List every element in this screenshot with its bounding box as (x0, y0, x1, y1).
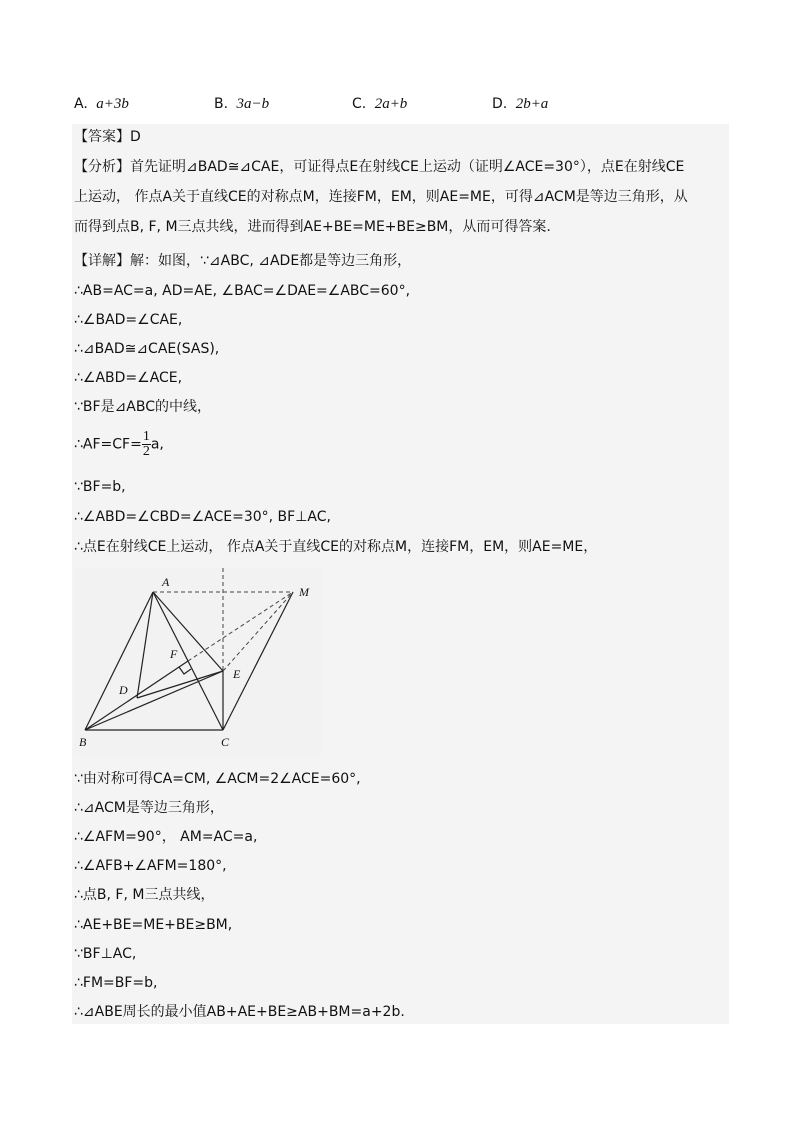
analysis-line-3: 而得到点B, F, M三点共线，进而得到AE+BE=ME+BE≥BM，从而可得答案. (74, 219, 551, 235)
segment-em (223, 592, 293, 671)
detail-line-7: ∵BF=b, (74, 479, 126, 495)
detail-line-3: ∴∠BAD=∠CAE, (74, 312, 183, 328)
geometry-figure (73, 568, 321, 756)
segment-cm (223, 592, 293, 730)
option-a-label: A. (74, 96, 88, 112)
label-c: C (221, 735, 230, 749)
option-d-expr: 2b+a (515, 96, 549, 112)
detail-line-18: ∴⊿ABE周长的最小值AB+AE+BE≥AB+BM=a+2b. (74, 1004, 405, 1020)
detail-line-11: ∴⊿ACM是等边三角形， (74, 800, 224, 816)
label-b: B (79, 735, 87, 749)
option-b-label: B. (214, 96, 229, 112)
option-a[interactable] (74, 96, 129, 113)
detail-line-2: ∴AB=AC=a, AD=AE, ∠BAC=∠DAE=∠ABC=60°, (74, 283, 411, 299)
half-line-suffix: a, (150, 436, 164, 453)
detail-line-6: ∵BF是⊿ABC的中线， (74, 399, 212, 415)
analysis-line-1: 【分析】首先证明⊿BAD≅⊿CAE，可证得点E在射线CE上运动（证明∠ACE=30°），点E在射线CE (74, 159, 685, 175)
half-line (74, 430, 164, 459)
option-b[interactable] (214, 96, 269, 113)
detail-line-4: ∴⊿BAD≅⊿CAE(SAS), (74, 341, 220, 357)
segment-de (137, 671, 223, 698)
fraction-numerator: 1 (142, 429, 150, 444)
fraction-one-half (142, 430, 151, 459)
segment-bf (85, 661, 188, 730)
right-angle-marker (179, 667, 191, 674)
detail-line-14: ∴点B, F, M三点共线， (74, 887, 215, 903)
option-b-expr: 3a−b (236, 96, 270, 112)
analysis-line-2: 上运动， 作点A关于直线CE的对称点M，连接FM，EM，则AE=ME，可得⊿ACM是等边三角形，从 (74, 189, 688, 205)
option-d-label: D. (492, 96, 508, 112)
segment-ae (153, 592, 223, 671)
answer-options (74, 96, 734, 118)
detail-line-17: ∴FM=BF=b, (74, 975, 158, 991)
detail-line-10: ∵由对称可得CA=CM, ∠ACM=2∠ACE=60°, (74, 771, 361, 787)
detail-line-13: ∴∠AFB+∠AFM=180°, (74, 858, 227, 874)
option-c[interactable] (352, 96, 407, 113)
geometry-diagram (73, 568, 321, 756)
detail-line-1: 【详解】解：如图，∵⊿ABC, ⊿ADE都是等边三角形， (74, 253, 412, 269)
detail-line-12: ∴∠AFM=90°， AM=AC=a, (74, 829, 258, 845)
segment-fm (188, 592, 293, 661)
detail-line-5: ∴∠ABD=∠ACE, (74, 370, 183, 386)
label-e: E (233, 667, 241, 681)
detail-line-8: ∴∠ABD=∠CBD=∠ACE=30°, BF⊥AC, (74, 509, 331, 525)
fraction-denominator: 2 (142, 444, 150, 459)
label-d: D (119, 683, 128, 697)
option-d[interactable] (492, 96, 548, 113)
label-m: M (299, 585, 309, 599)
option-c-expr: 2a+b (374, 96, 408, 112)
label-a: A (162, 575, 170, 589)
answer-line: 【答案】D (74, 129, 141, 145)
option-a-expr: a+3b (96, 96, 129, 112)
option-c-label: C. (352, 96, 367, 112)
segment-be (85, 671, 223, 730)
detail-line-9: ∴点E在射线CE上运动， 作点A关于直线CE的对称点M，连接FM，EM，则AE=ME， (74, 539, 598, 555)
detail-line-16: ∵BF⊥AC, (74, 946, 137, 962)
label-f: F (170, 647, 178, 661)
detail-line-15: ∴AE+BE=ME+BE≥BM, (74, 917, 233, 933)
half-line-prefix: ∴AF=CF= (74, 436, 142, 453)
